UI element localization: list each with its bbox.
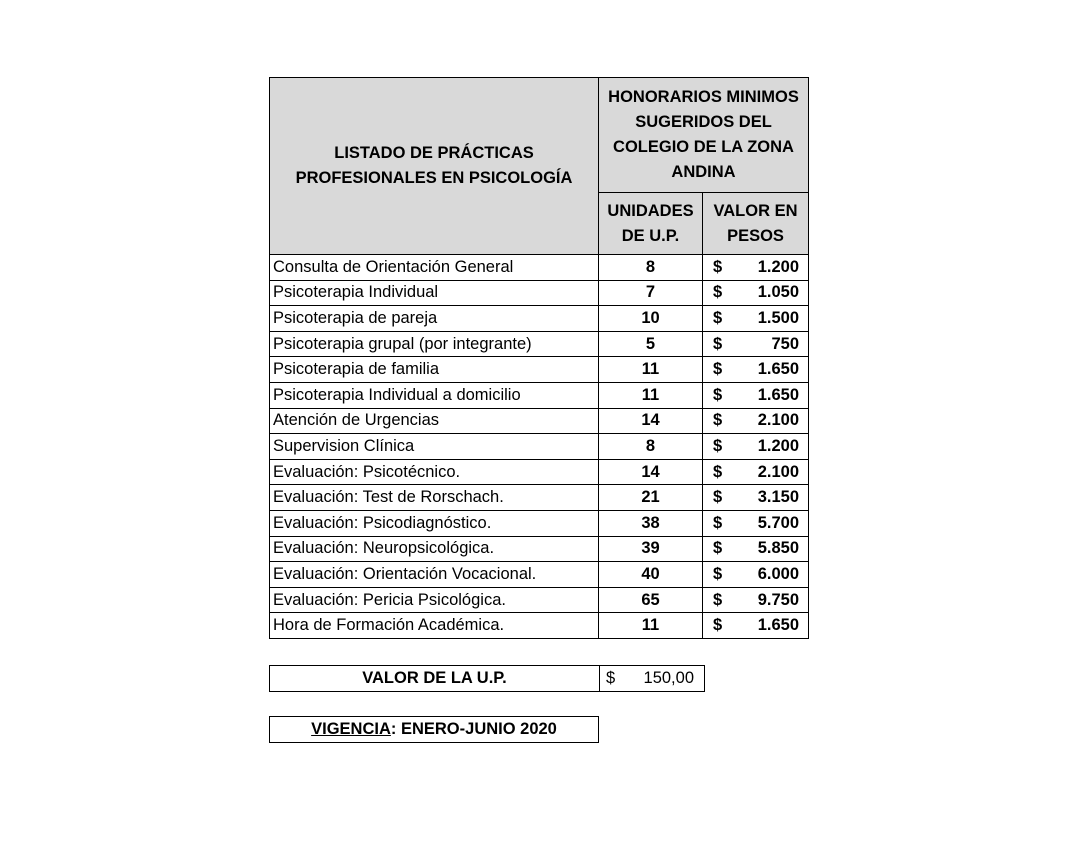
currency-symbol: $ bbox=[713, 564, 723, 583]
table-row bbox=[270, 562, 809, 588]
currency-symbol: $ bbox=[713, 385, 723, 404]
units-cell: 5 bbox=[599, 331, 703, 357]
value-amount: 5.700 bbox=[757, 513, 799, 532]
units-cell: 21 bbox=[599, 485, 703, 511]
value-cell bbox=[703, 536, 809, 562]
value-amount: 2.100 bbox=[757, 411, 799, 430]
currency-symbol: $ bbox=[713, 462, 723, 481]
practice-name: Evaluación: Pericia Psicológica. bbox=[270, 587, 599, 613]
value-cell bbox=[703, 510, 809, 536]
table-row bbox=[270, 408, 809, 434]
currency-symbol: $ bbox=[713, 436, 723, 455]
up-currency-symbol: $ bbox=[606, 669, 616, 687]
practice-name: Atención de Urgencias bbox=[270, 408, 599, 434]
practice-name: Evaluación: Neuropsicológica. bbox=[270, 536, 599, 562]
value-amount: 6.000 bbox=[757, 564, 799, 583]
practice-name: Hora de Formación Académica. bbox=[270, 613, 599, 639]
currency-symbol: $ bbox=[713, 257, 723, 276]
units-cell: 7 bbox=[599, 280, 703, 306]
up-value-box bbox=[269, 665, 705, 692]
units-cell: 10 bbox=[599, 306, 703, 332]
value-amount: 1.200 bbox=[757, 436, 799, 455]
value-amount: 2.100 bbox=[757, 462, 799, 481]
value-cell bbox=[703, 562, 809, 588]
value-cell bbox=[703, 459, 809, 485]
table-row bbox=[270, 306, 809, 332]
practice-name: Psicoterapia de pareja bbox=[270, 306, 599, 332]
practice-name: Psicoterapia de familia bbox=[270, 357, 599, 383]
value-amount: 1.650 bbox=[757, 385, 799, 404]
units-cell: 65 bbox=[599, 587, 703, 613]
currency-symbol: $ bbox=[713, 308, 723, 327]
value-amount: 1.200 bbox=[757, 257, 799, 276]
units-cell: 39 bbox=[599, 536, 703, 562]
currency-symbol: $ bbox=[713, 283, 723, 302]
units-cell: 11 bbox=[599, 382, 703, 408]
units-cell: 11 bbox=[599, 357, 703, 383]
table-row bbox=[270, 331, 809, 357]
table-row bbox=[270, 434, 809, 460]
value-cell bbox=[703, 357, 809, 383]
value-amount: 5.850 bbox=[757, 539, 799, 558]
practice-name: Evaluación: Psicodiagnóstico. bbox=[270, 510, 599, 536]
currency-symbol: $ bbox=[713, 590, 723, 609]
value-cell bbox=[703, 306, 809, 332]
validity-period: : ENERO-JUNIO 2020 bbox=[390, 720, 557, 738]
units-cell: 38 bbox=[599, 510, 703, 536]
practices-header: LISTADO DE PRÁCTICAS PROFESIONALES EN PSICOLOGÍA bbox=[270, 78, 599, 255]
units-cell: 11 bbox=[599, 613, 703, 639]
table-row bbox=[270, 255, 809, 281]
table-row bbox=[270, 587, 809, 613]
practice-name: Supervision Clínica bbox=[270, 434, 599, 460]
practice-name: Evaluación: Test de Rorschach. bbox=[270, 485, 599, 511]
value-amount: 3.150 bbox=[757, 488, 799, 507]
value-cell bbox=[703, 280, 809, 306]
table-row bbox=[270, 536, 809, 562]
validity-box bbox=[269, 716, 599, 743]
table-row bbox=[270, 510, 809, 536]
units-cell: 14 bbox=[599, 408, 703, 434]
fees-group-header: HONORARIOS MINIMOS SUGERIDOS DEL COLEGIO DE LA ZONA ANDINA bbox=[599, 78, 809, 193]
value-column-header: VALOR EN PESOS bbox=[703, 193, 809, 255]
value-cell bbox=[703, 408, 809, 434]
practice-name: Psicoterapia Individual bbox=[270, 280, 599, 306]
practice-name: Evaluación: Psicotécnico. bbox=[270, 459, 599, 485]
units-cell: 8 bbox=[599, 434, 703, 460]
currency-symbol: $ bbox=[713, 360, 723, 379]
currency-symbol: $ bbox=[713, 488, 723, 507]
value-amount: 1.500 bbox=[757, 308, 799, 327]
value-amount: 1.650 bbox=[757, 616, 799, 635]
value-amount: 9.750 bbox=[757, 590, 799, 609]
practice-name: Evaluación: Orientación Vocacional. bbox=[270, 562, 599, 588]
value-cell bbox=[703, 434, 809, 460]
value-cell bbox=[703, 485, 809, 511]
units-column-header: UNIDADES DE U.P. bbox=[599, 193, 703, 255]
value-cell bbox=[703, 331, 809, 357]
units-cell: 14 bbox=[599, 459, 703, 485]
table-row bbox=[270, 357, 809, 383]
fees-table bbox=[269, 77, 809, 639]
value-cell bbox=[703, 255, 809, 281]
table-row bbox=[270, 485, 809, 511]
up-value-label: VALOR DE LA U.P. bbox=[270, 666, 600, 691]
table-row bbox=[270, 459, 809, 485]
table-row bbox=[270, 382, 809, 408]
currency-symbol: $ bbox=[713, 334, 723, 353]
units-cell: 8 bbox=[599, 255, 703, 281]
units-cell: 40 bbox=[599, 562, 703, 588]
value-cell bbox=[703, 587, 809, 613]
practice-name: Consulta de Orientación General bbox=[270, 255, 599, 281]
validity-label: VIGENCIA bbox=[311, 720, 391, 738]
table-row bbox=[270, 613, 809, 639]
value-cell bbox=[703, 382, 809, 408]
currency-symbol: $ bbox=[713, 539, 723, 558]
value-amount: 1.650 bbox=[757, 360, 799, 379]
currency-symbol: $ bbox=[713, 616, 723, 635]
practice-name: Psicoterapia grupal (por integrante) bbox=[270, 331, 599, 357]
value-amount: 750 bbox=[771, 334, 799, 353]
practice-name: Psicoterapia Individual a domicilio bbox=[270, 382, 599, 408]
currency-symbol: $ bbox=[713, 411, 723, 430]
table-row bbox=[270, 280, 809, 306]
value-amount: 1.050 bbox=[757, 283, 799, 302]
up-amount: 150,00 bbox=[643, 669, 694, 687]
currency-symbol: $ bbox=[713, 513, 723, 532]
up-value-amount bbox=[600, 666, 704, 691]
value-cell bbox=[703, 613, 809, 639]
